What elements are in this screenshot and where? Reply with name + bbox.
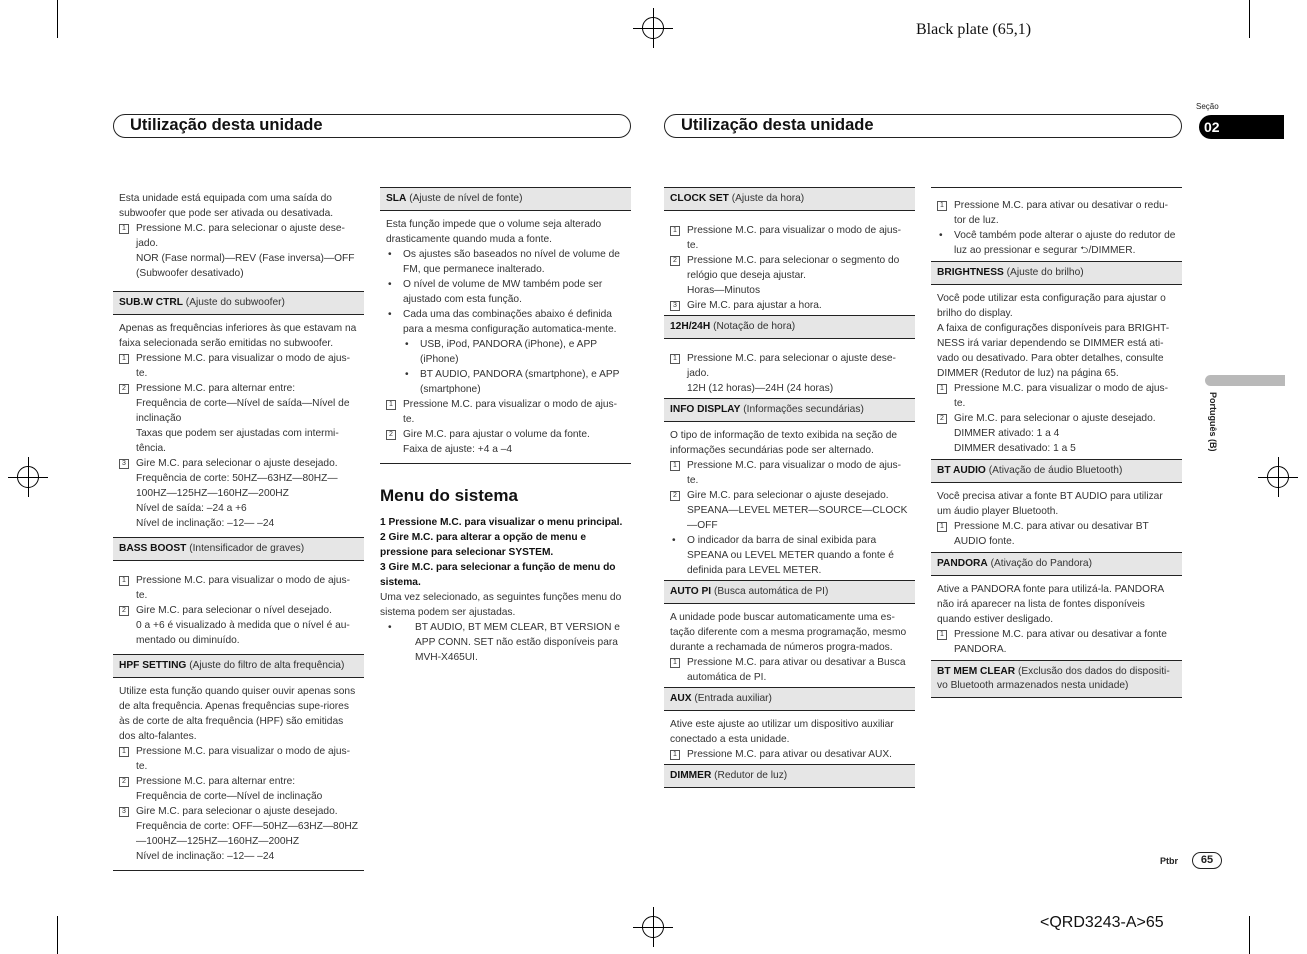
paragraph: Esta unidade está equipada com uma saída do subwoofer que pode ser ativada ou desativada. <box>119 193 334 219</box>
paragraph: Uma vez selecionado, as seguintes funções menu do sistema podem ser ajustadas. <box>380 592 622 618</box>
paragraph: O tipo de informação de texto exibida na seção de informações secundárias pode ser alternado. <box>670 430 898 456</box>
bullet-item: • O indicador da barra de sinal exibida para SPEANA ou LEVEL METER quando a fonte é definida para LEVEL METER. <box>664 533 915 578</box>
bullet-item: • BT AUDIO, BT MEM CLEAR, BT VERSION e APP CONN. SET não estão disponíveis para MVH-X465UI. <box>380 620 631 665</box>
column-4 <box>931 187 1182 704</box>
bullet-item: • Cada uma das combinações abaixo é definida para a mesma configuração automatica-mente. <box>380 307 631 337</box>
step: 1 Pressione M.C. para ativar ou desativar o redu-tor de luz. <box>931 198 1182 228</box>
step-detail: Frequência de corte: 50HZ—63HZ—80HZ—100HZ—125HZ—160HZ—200HZ <box>136 473 338 499</box>
paragraph: Ative a PANDORA fonte para utilizá-la. PANDORA não irá aparecer na lista de fontes disponíveis quando estiver desligado. <box>937 584 1164 625</box>
setting-header: INFO DISPLAY (Informações secundárias) <box>664 398 915 422</box>
step: 1 Pressione M.C. para visualizar o modo de ajus-te. <box>664 458 915 488</box>
step-detail: SPEANA—LEVEL METER—SOURCE—CLOCK—OFF <box>687 505 908 531</box>
setting-header: BT MEM CLEAR (Exclusão dos dados do dispositi-vo Bluetooth armazenados nesta unidade) <box>931 660 1182 698</box>
step: 3 Gire M.C. para selecionar o ajuste desejado. <box>113 804 364 819</box>
step-detail: Frequência de corte—Nível de inclinação <box>136 791 323 802</box>
paragraph: Você pode utilizar esta configuração para ajustar o brilho do display. <box>937 293 1166 319</box>
crop-mark <box>1249 0 1250 38</box>
column-3 <box>664 187 915 794</box>
registration-mark-right <box>1267 466 1289 488</box>
setting-header: CLOCK SET (Ajuste da hora) <box>664 187 915 211</box>
setting-header: 12H/24H (Notação de hora) <box>664 315 915 339</box>
step: 1 Pressione M.C. para visualizar o modo de ajus-te. <box>113 744 364 774</box>
crop-mark <box>57 916 58 954</box>
menu-title: Menu do sistema <box>380 486 518 505</box>
section-title-left: Utilização desta unidade <box>113 114 631 138</box>
section-number-tab: 02 <box>1199 115 1284 139</box>
paragraph: A unidade pode buscar automaticamente uma es-tação diferente com a mesma programação, mesmo durante a rechamada de números progra-mados. <box>670 612 907 653</box>
setting-header: DIMMER (Redutor de luz) <box>664 764 915 788</box>
bullet-item: • Os ajustes são baseados no nível de volume de FM, que permanece inalterado. <box>380 247 631 277</box>
step-detail: Frequência de corte: OFF—50HZ—63HZ—80HZ—100HZ—125HZ—160HZ—200HZ <box>136 821 358 847</box>
setting-header: BT AUDIO (Ativação de áudio Bluetooth) <box>931 459 1182 483</box>
step: 1 Pressione M.C. para ativar ou desativar AUX. <box>664 747 915 762</box>
column-1 <box>113 191 364 871</box>
column-end-rule <box>113 870 364 871</box>
setting-header: AUX (Entrada auxiliar) <box>664 687 915 711</box>
step-detail: 12H (12 horas)—24H (24 horas) <box>687 383 834 394</box>
setting-header: AUTO PI (Busca automática de PI) <box>664 580 915 604</box>
registration-mark-left <box>17 466 39 488</box>
step-detail: Nível de saída: –24 a +6 <box>136 503 247 514</box>
step-detail: Nível de inclinação: –12— –24 <box>136 851 275 862</box>
registration-mark-top <box>642 17 664 39</box>
step-detail: Frequência de corte—Nível de saída—Nível de inclinação <box>136 398 350 424</box>
setting-header: PANDORA (Ativação do Pandora) <box>931 552 1182 576</box>
step: 1 Pressione M.C. para selecionar o ajuste dese-jado. <box>664 351 915 381</box>
step: 2 Gire M.C. para selecionar o ajuste desejado. <box>931 411 1182 426</box>
step: 2 Gire M.C. para selecionar o nível desejado. <box>113 603 364 618</box>
step-detail: Faixa de ajuste: +4 a –4 <box>403 444 513 455</box>
plate-label: Black plate (65,1) <box>916 21 1032 38</box>
step: 1 Pressione M.C. para visualizar o modo de ajus-te. <box>931 381 1182 411</box>
paragraph: Utilize esta função quando quiser ouvir apenas sons de alta frequência. Apenas frequências supe-riores às de corte de alta frequência (HPF) são emitidas dos alto-falantes. <box>119 686 356 742</box>
crop-mark <box>57 0 58 38</box>
document-code: <QRD3243-A>65 <box>1040 914 1164 931</box>
setting-header: BASS BOOST (Intensificador de graves) <box>113 537 364 561</box>
step: 2 Gire M.C. para selecionar o ajuste desejado. <box>664 488 915 503</box>
setting-header: HPF SETTING (Ajuste do filtro de alta frequência) <box>113 654 364 678</box>
step: 3 Gire M.C. para selecionar o ajuste desejado. <box>113 456 364 471</box>
paragraph: Você precisa ativar a fonte BT AUDIO para utilizar um áudio player Bluetooth. <box>937 491 1163 517</box>
paragraph: Ative este ajuste ao utilizar um dispositivo auxiliar conectado a esta unidade. <box>670 719 894 745</box>
step-detail: DIMMER desativado: 1 a 5 <box>954 443 1076 454</box>
menu-step: 2 Gire M.C. para alterar a opção de menu e pressione para selecionar SYSTEM. <box>380 532 587 558</box>
step: 3 Gire M.C. para ajustar a hora. <box>664 298 915 313</box>
step: 1 Pressione M.C. para ativar ou desativar BT AUDIO fonte. <box>931 519 1182 549</box>
language-tab <box>1205 375 1285 386</box>
step-detail: Nível de inclinação: –12— –24 <box>136 518 275 529</box>
step: 1 Pressione M.C. para visualizar o modo de ajus-te. <box>113 573 364 603</box>
step-detail: Taxas que podem ser ajustadas com intermi-tência. <box>136 428 339 454</box>
step: 1 Pressione M.C. para selecionar o ajuste dese-jado. <box>113 221 364 251</box>
step-detail: DIMMER ativado: 1 a 4 <box>954 428 1060 439</box>
paragraph: A faixa de configurações disponíveis para BRIGHT-NESS irá variar dependendo se DIMMER está ati-vado ou desativado. Para obter detalhes, consulte DIMMER (Redutor de luz) na página 65. <box>937 323 1170 379</box>
section-title-right: Utilização desta unidade <box>664 114 1182 138</box>
setting-header: SLA (Ajuste de nível de fonte) <box>380 187 631 211</box>
step: 1 Pressione M.C. para visualizar o modo de ajus-te. <box>664 223 915 253</box>
page-number: 65 <box>1192 852 1222 869</box>
menu-step: 3 Gire M.C. para selecionar a função de menu do sistema. <box>380 562 616 588</box>
section-label: Seção <box>1196 102 1219 111</box>
step: 1 Pressione M.C. para ativar ou desativar a Busca automática de PI. <box>664 655 915 685</box>
step: 1 Pressione M.C. para visualizar o modo de ajus-te. <box>380 397 631 427</box>
registration-mark-bottom <box>642 916 664 938</box>
step-options: NOR (Fase normal)—REV (Fase inversa)—OFF (Subwoofer desativado) <box>136 253 355 279</box>
step: 2 Pressione M.C. para alternar entre: <box>113 381 364 396</box>
setting-header: BRIGHTNESS (Ajuste do brilho) <box>931 261 1182 285</box>
column-2 <box>380 187 631 665</box>
crop-mark <box>1249 916 1250 954</box>
step: 1 Pressione M.C. para ativar ou desativar a fonte PANDORA. <box>931 627 1182 657</box>
footer-lang: Ptbr <box>1160 856 1178 866</box>
step: 2 Gire M.C. para ajustar o volume da fonte. <box>380 427 631 442</box>
paragraph: Apenas as frequências inferiores às que estavam na faixa selecionada serão emitidas no subwoofer. <box>119 323 357 349</box>
bullet-item: • O nível de volume de MW também pode ser ajustado com esta função. <box>380 277 631 307</box>
step: 2 Pressione M.C. para alternar entre: <box>113 774 364 789</box>
step-detail: Horas—Minutos <box>687 285 761 296</box>
step-detail: 0 a +6 é visualizado à medida que o nível é au-mentado ou diminuído. <box>136 620 350 646</box>
sub-bullet-item: • BT AUDIO, PANDORA (smartphone), e APP (smartphone) <box>380 367 631 397</box>
menu-step: 1 Pressione M.C. para visualizar o menu principal. <box>380 517 623 528</box>
setting-header: SUB.W CTRL (Ajuste do subwoofer) <box>113 291 364 315</box>
language-label: Português (B) <box>1208 392 1218 452</box>
step: 2 Pressione M.C. para selecionar o segmento do relógio que deseja ajustar. <box>664 253 915 283</box>
step: 1 Pressione M.C. para visualizar o modo de ajus-te. <box>113 351 364 381</box>
bullet-item: • Você também pode alterar o ajuste do redutor de luz ao pressionar e segurar ⮌/DIMMER. <box>931 228 1182 258</box>
sub-bullet-item: • USB, iPod, PANDORA (iPhone), e APP (iPhone) <box>380 337 631 367</box>
paragraph: Esta função impede que o volume seja alterado drasticamente quando muda a fonte. <box>386 219 602 245</box>
